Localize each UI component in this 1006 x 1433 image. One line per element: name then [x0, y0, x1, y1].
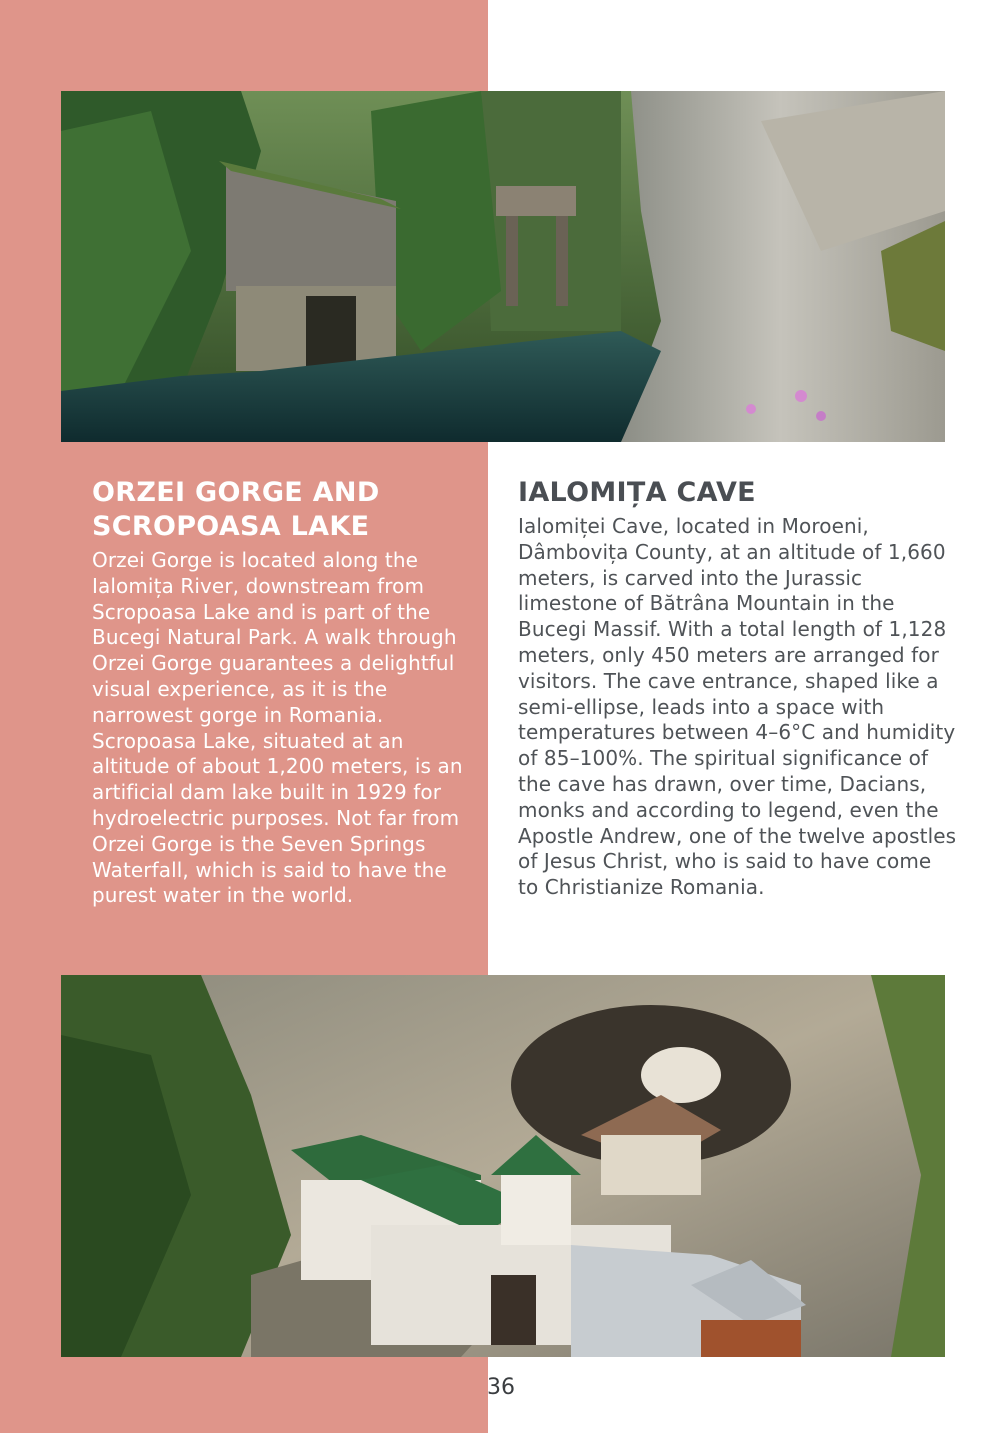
orzei-section [92, 476, 472, 909]
ialomita-cave-photo [61, 975, 945, 1357]
ialomita-body-text: Ialomiței Cave, located in Moroeni, Dâmbovița County, at an altitude of 1,660 meters, is carved into the Jurassic limestone of Bătrâna Mountain in the Bucegi Massif. With a total length of 1,128 meters, only 450 meters are arranged for visitors. The cave entrance, shaped like a semi-ellipse, leads into a space with temperatures between 4–6°C and humidity of 85–100%. The spiritual significance of the cave has drawn, over time, Dacians, monks and according to legend, even the Apostle Andrew, one of the twelve apostles of Jesus Christ, who is said to have come to Christianize Romania. [518, 514, 957, 900]
orzei-heading-line1: ORZEI GORGE AND [92, 477, 380, 508]
ialomita-section [518, 476, 958, 901]
orzei-gorge-photo [61, 91, 945, 442]
orzei-heading-line2: SCROPOASA LAKE [92, 511, 370, 542]
orzei-heading [92, 476, 472, 544]
orzei-body-text: Orzei Gorge is located along the Ialomița River, downstream from Scropoasa Lake and is part of the Bucegi Natural Park. A walk through Orzei Gorge guarantees a delightful visual experience, as it is the narrowest gorge in Romania. Scropoasa Lake, situated at an altitude of about 1,200 meters, is an artificial dam lake built in 1929 for hydroelectric purposes. Not far from Orzei Gorge is the Seven Springs Waterfall, which is said to have the purest water in the world. [92, 548, 463, 908]
ialomita-heading: IALOMIȚA CAVE [518, 477, 756, 508]
page-number: 36 [487, 1375, 515, 1400]
